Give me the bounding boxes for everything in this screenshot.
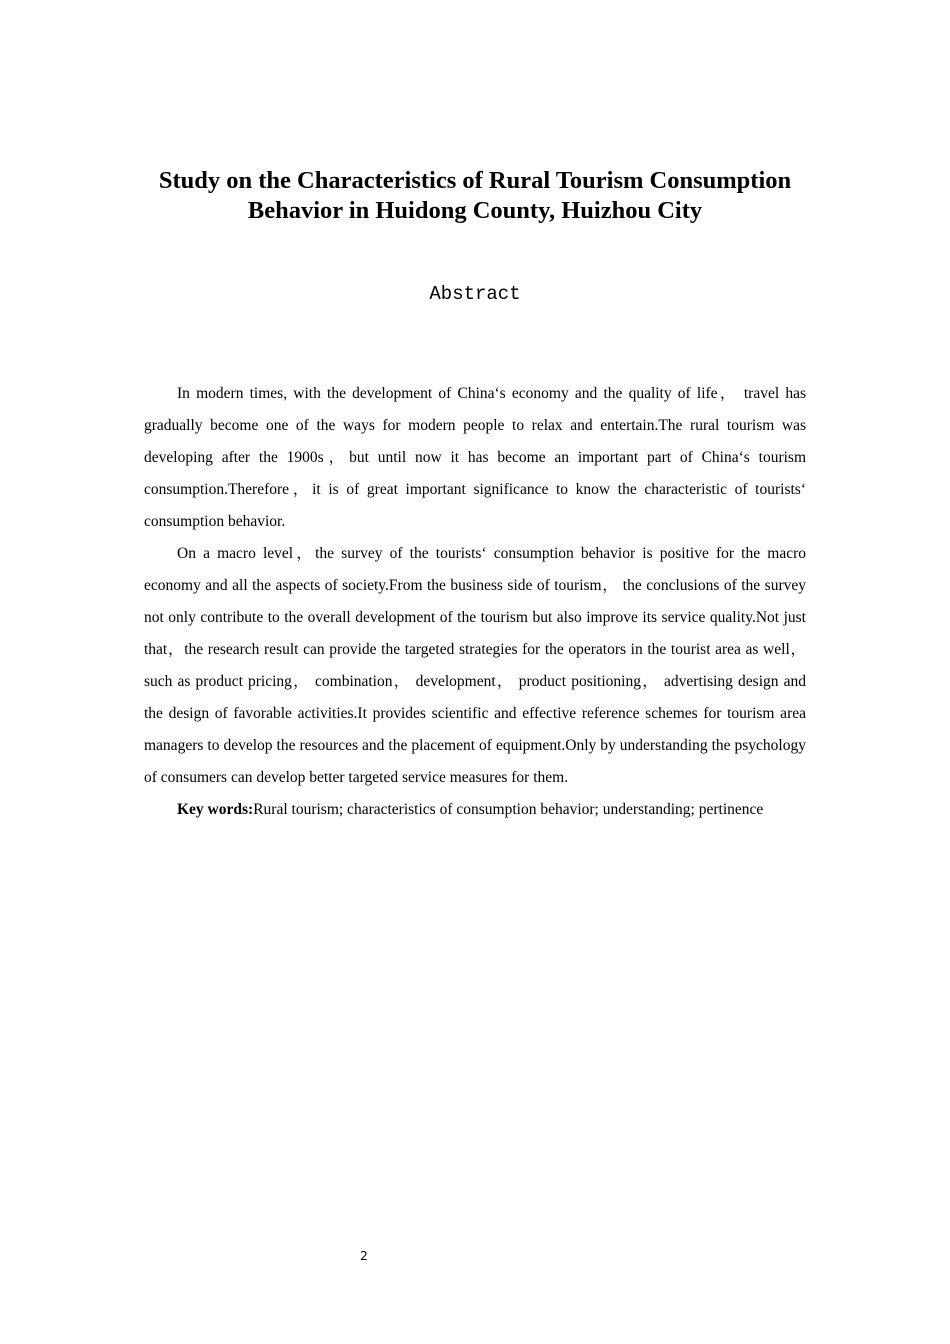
abstract-paragraph-1: In modern times, with the development of China‘s economy and the quality of life， travel has gradually become one of the ways for modern people to relax and entertain.The rural tourism was developing after the 1900s，but until now it has become an important part of China‘s tourism consumption.Therefore，it is of great important significance to know the characteristic of tourists‘ consumption behavior. (144, 385, 806, 530)
abstract-body (144, 378, 806, 826)
title-line-1: Study on the Characteristics of Rural Tourism Consumption (158, 167, 792, 194)
title-line-2: Behavior in Huidong County, Huizhou City (247, 197, 703, 224)
keywords-text: Rural tourism; characteristics of consumption behavior; understanding; pertinence (253, 801, 764, 818)
abstract-heading: Abstract (429, 283, 521, 305)
document-title (140, 166, 810, 226)
keywords-label: Key words: (177, 801, 254, 818)
keywords-line (144, 794, 806, 826)
page-number: 2 (360, 1249, 368, 1263)
abstract-paragraph-2: On a macro level，the survey of the tourists‘ consumption behavior is positive for the macro economy and all the aspects of society.From the business side of tourism， the conclusions of the survey not only contribute to the overall development of the tourism but also improve its service quality.Not just that，the research result can provide the targeted strategies for the operators in the tourist area as well， such as product pricing， combination， development， product positioning， advertising design and the design of favorable activities.It provides scientific and effective reference schemes for tourism area managers to develop the resources and the placement of equipment.Only by understanding the psychology of consumers can develop better targeted service measures for them. (144, 545, 806, 786)
